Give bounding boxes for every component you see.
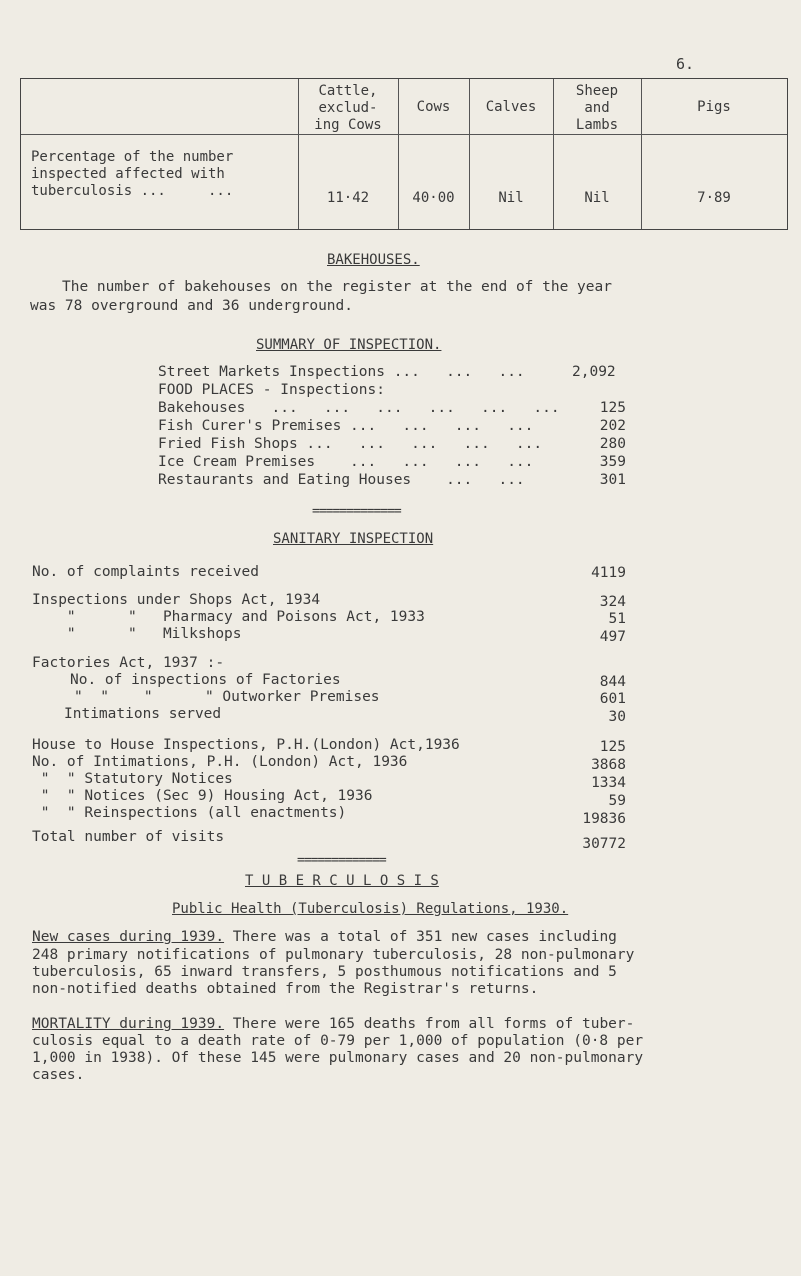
separator-line: ============= [297,853,386,868]
summary-item-value: 359 [599,454,626,470]
value-cattle: 11·42 [326,190,370,206]
summary-item-label: Fried Fish Shops ... ... ... ... ... [158,436,543,452]
summary-item-label: Restaurants and Eating Houses ... ... [158,472,525,488]
total-visits-label: Total number of visits [32,829,225,845]
food-places-heading: FOOD PLACES - Inspections: [158,382,385,398]
factory-value: 601 [599,691,626,707]
summary-item-value: 301 [599,472,626,488]
inspection-label: " " Pharmacy and Poisons Act, 1933 [32,609,425,625]
total-visits-value: 30772 [582,836,626,852]
value-cows: 40·00 [412,190,455,206]
factories-heading: Factories Act, 1937 :- [32,655,225,671]
summary-item-value: 125 [599,400,626,416]
new-cases-text: There was a total of 351 new cases including [224,929,617,945]
house-value: 59 [608,793,626,809]
bakehouses-text-line1: The number of bakehouses on the register at the end of the year [62,279,612,295]
new-cases-paragraph-line1 [32,929,617,945]
new-cases-lead: New cases during 1939. [32,929,225,945]
factory-label: " " " " Outworker Premises [74,689,380,705]
header-calves: Calves [485,99,537,115]
house-label: " " Notices (Sec 9) Housing Act, 1936 [32,788,373,804]
value-calves: Nil [498,190,524,206]
header-sheep-lambs: Sheep and Lambs [575,83,619,133]
house-label: No. of Intimations, P.H. (London) Act, 1936 [32,754,408,770]
summary-item-label: Fish Curer's Premises ... ... ... ... [158,418,534,434]
mortality-paragraph-line1 [32,1016,634,1032]
street-markets-label: Street Markets Inspections ... ... ... [158,364,525,380]
factory-label: Intimations served [64,706,222,722]
page-number: 6. [676,55,695,73]
factory-value: 844 [599,674,626,690]
header-pigs: Pigs [697,99,731,115]
new-cases-line4: non-notified deaths obtained from the Registrar's returns. [32,981,539,997]
regulations-subheading: Public Health (Tuberculosis) Regulations, 1930. [172,901,569,917]
mortality-line4: cases. [32,1067,85,1083]
summary-item-label: Bakehouses ... ... ... ... ... ... [158,400,560,416]
bakehouses-text-line2: was 78 overground and 36 underground. [30,298,354,314]
summary-item-value: 202 [599,418,626,434]
inspection-label: Inspections under Shops Act, 1934 [32,592,321,608]
inspection-value: 324 [599,594,626,610]
new-cases-line2: 248 primary notifications of pulmonary tuberculosis, 28 non-pulmonary [32,947,635,963]
factory-label: No. of inspections of Factories [70,672,341,688]
complaints-label: No. of complaints received [32,564,259,580]
house-value: 1334 [591,775,626,791]
inspection-value: 497 [599,629,626,645]
mortality-line2: culosis equal to a death rate of 0-79 per 1,000 of population (0·8 per [32,1033,644,1049]
house-label: " " Statutory Notices [32,771,233,787]
complaints-value: 4119 [591,565,626,581]
mortality-line3: 1,000 in 1938). Of these 145 were pulmonary cases and 20 non-pulmonary [32,1050,644,1066]
summary-item-label: Ice Cream Premises ... ... ... ... [158,454,534,470]
house-label: House to House Inspections, P.H.(London) Act,1936 [32,737,460,753]
header-cattle: Cattle, exclud- ing Cows [314,83,382,133]
house-value: 3868 [591,757,626,773]
tuberculosis-percentage-table [20,78,788,230]
street-markets-value: 2,092 [572,364,616,380]
value-sheep-lambs: Nil [584,190,610,206]
summary-item-value: 280 [599,436,626,452]
house-value: 19836 [582,811,626,827]
new-cases-line3: tuberculosis, 65 inward transfers, 5 posthumous notifications and 5 [32,964,617,980]
sanitary-heading: SANITARY INSPECTION [273,531,434,547]
row-label: Percentage of the number inspected affected with tuberculosis ... ... [31,149,234,199]
separator-line: ============= [312,504,401,519]
house-label: " " Reinspections (all enactments) [32,805,347,821]
mortality-lead: MORTALITY during 1939. [32,1016,225,1032]
inspection-label: " " Milkshops [32,626,242,642]
tuberculosis-heading: T U B E R C U L O S I S [245,873,439,889]
mortality-text: There were 165 deaths from all forms of tuber- [224,1016,635,1032]
factory-value: 30 [608,709,626,725]
house-value: 125 [599,739,626,755]
summary-heading: SUMMARY OF INSPECTION. [256,337,442,353]
value-pigs: 7·89 [697,190,731,206]
inspection-value: 51 [608,611,626,627]
header-cows: Cows [416,99,451,115]
bakehouses-heading: BAKEHOUSES. [327,252,420,268]
